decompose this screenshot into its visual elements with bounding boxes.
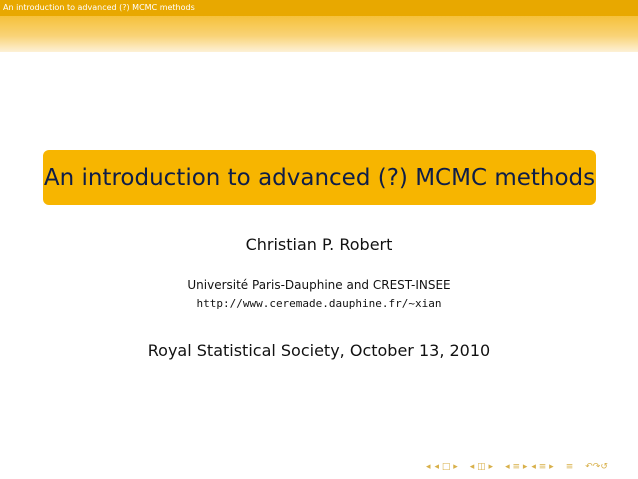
author-url[interactable]: http://www.ceremade.dauphine.fr/~xian: [196, 297, 442, 310]
header-band: [0, 16, 638, 52]
author-name: Christian P. Robert: [245, 235, 393, 254]
nav-section-next-icon[interactable]: ◂ ≡ ▸: [531, 462, 554, 472]
author-affiliation: Université Paris-Dauphine and CREST-INSEE: [187, 278, 451, 292]
nav-zoom-icon[interactable]: ↶↷↺: [585, 462, 608, 472]
headline-bar: [0, 0, 638, 16]
nav-first-icon[interactable]: ◂: [426, 462, 431, 472]
nav-section-prev-icon[interactable]: ◂ ≡ ▸: [505, 462, 528, 472]
event-date: Royal Statistical Society, October 13, 2010: [147, 341, 491, 360]
nav-frame-icon[interactable]: ◂ □ ▸: [434, 462, 458, 472]
beamer-navigation-bar: [425, 460, 609, 474]
title-block: [43, 150, 596, 205]
headline-title: An introduction to advanced (?) MCMC methods: [3, 3, 195, 12]
nav-align-icon[interactable]: ≡: [565, 462, 574, 472]
nav-subsection-icon[interactable]: ◂ ◫ ▸: [469, 462, 494, 472]
presentation-title: An introduction to advanced (?) MCMC methods: [43, 164, 596, 191]
